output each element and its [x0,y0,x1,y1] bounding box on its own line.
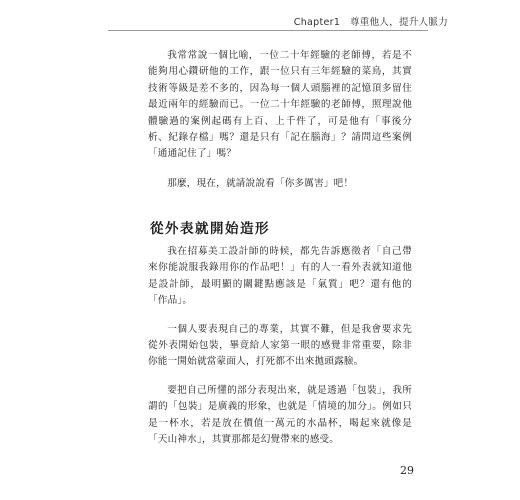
page-number: 29 [400,464,414,477]
paragraph-text: 我常常說一個比喻，一位二十年經驗的老師傅，若是不能夠用心鑽研他的工作，跟一位只有三年經驗的菜鳥，其實技術等級是差不多的，因為每一個人頭腦裡的記憶頂多留住最近兩年的經驗而已。一位二十年經驗的老師傅，照理說他體驗過的案例起碼有上百、上千件了，可是他有「事後分析、紀錄存檔」嗎？還是只有「記在腦海」？請問這些案例「通通記住了」嗎？ [148,50,412,160]
intro-paragraph-2 [148,176,412,192]
section-heading: 從外表就開始造形 [150,221,270,237]
section-paragraph-1: 我在招募美工設計師的時候，都先告訴應徵者「自己帶來你能說服我錄用你的作品吧！」有的人一看外表就知道他是設計師，最明顯的關鍵點應該是「氣質」吧？還有他的「作品」。 [148,246,412,307]
intro-paragraph-1 [148,48,412,163]
section-paragraph-2: 一個人要表現自己的專業，其實不難，但是我會要求先從外表開始包裝，畢竟給人家第一眼的感覺非常重要，除非你能一開始就當蒙面人，打死都不出來拋頭露臉。 [148,323,412,368]
section-body [148,244,412,448]
header-rule [108,30,428,31]
paragraph-gap [148,371,412,383]
paragraph-gap [148,310,412,322]
paragraph-text: 那麼，現在，就請說說看「你多厲害」吧！ [167,178,354,189]
running-header: Chapter1 尊重他人，提升人脈力 [293,17,448,28]
section-paragraph-3: 要把自己所懂的部分表現出來，就是透過「包裝」，我所謂的「包裝」是廣義的形象，也就是「情境的加分」。例如只是一杯水，若是放在價值一萬元的水晶杯，喝起來就像是「天山神水」，其實那都是幻覺帶來的感受。 [148,384,412,446]
